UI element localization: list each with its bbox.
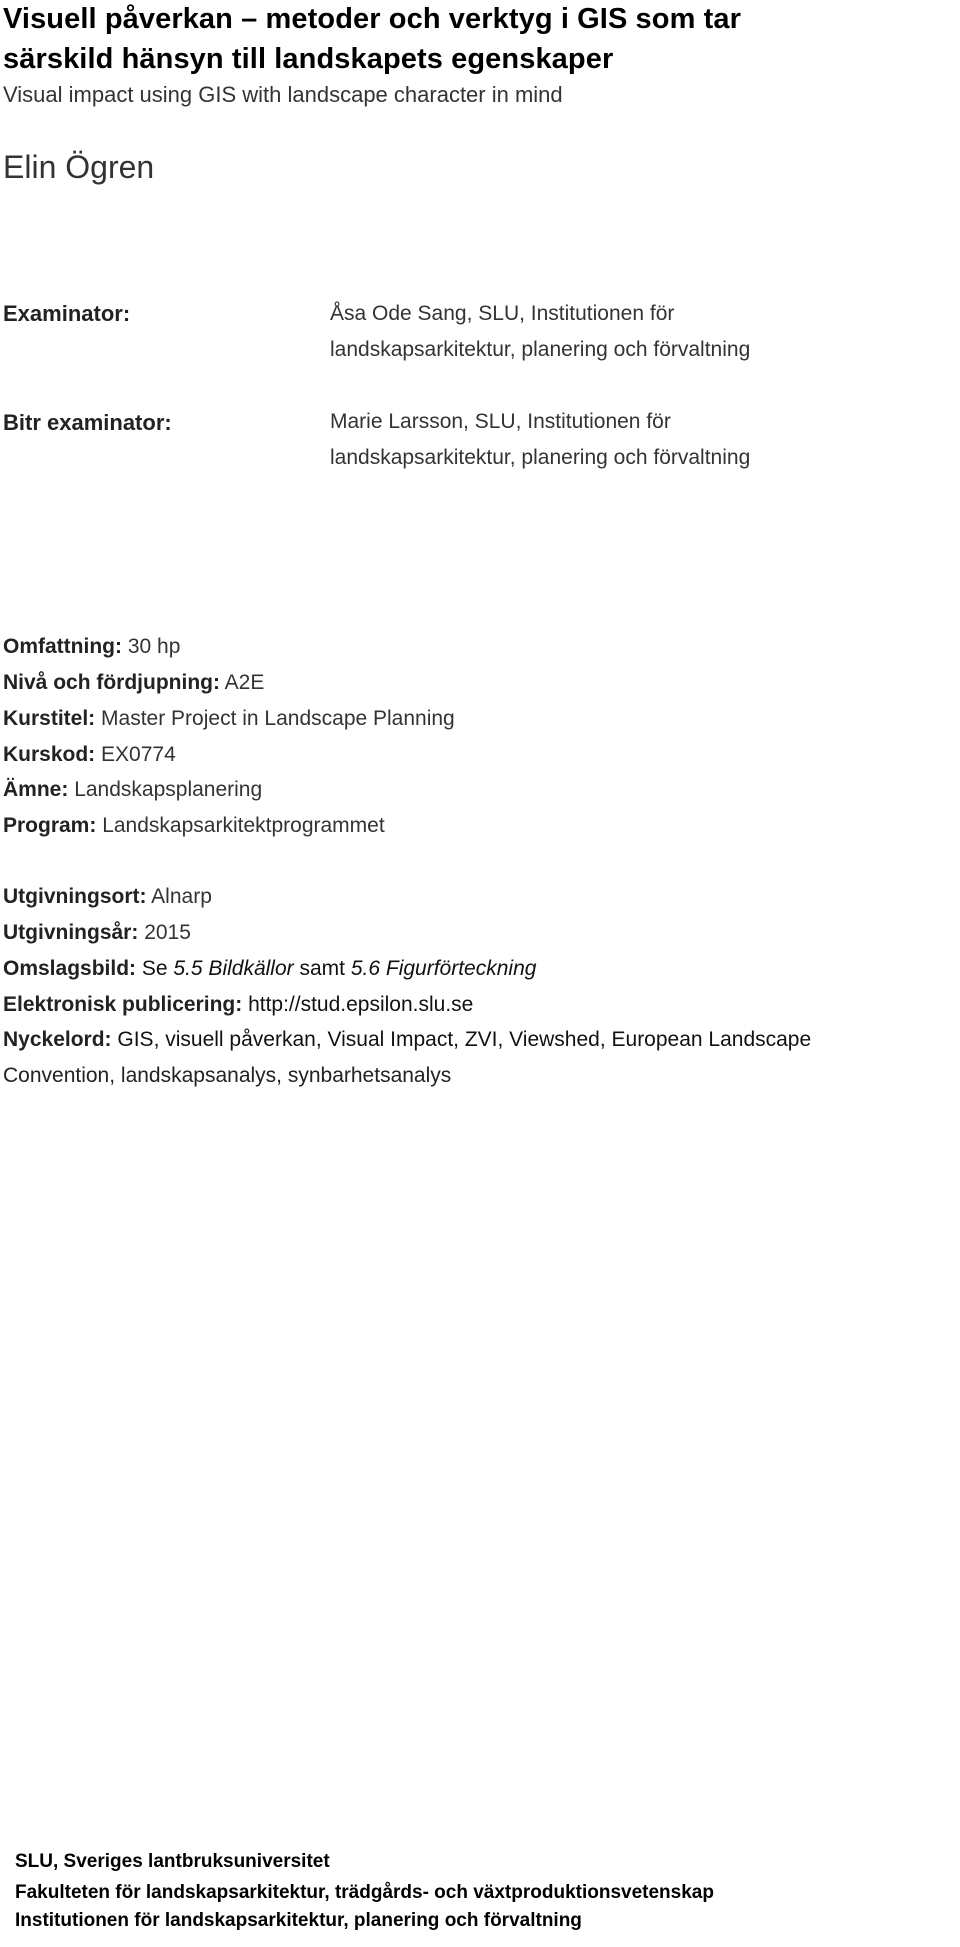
subtitle: Visual impact using GIS with landscape character in mind bbox=[3, 82, 563, 107]
program-value: Landskapsarkitektprogrammet bbox=[102, 814, 385, 837]
niva-value: A2E bbox=[224, 671, 265, 694]
utgivningsar-label: Utgivningsår: bbox=[3, 921, 139, 944]
elektronisk-publicering-row bbox=[3, 990, 473, 1020]
title-line-2: särskild hänsyn till landskapets egenskaper bbox=[3, 43, 614, 75]
assistant-examiner-label: Bitr examinator: bbox=[3, 410, 172, 435]
utgivningsort-label: Utgivningsort: bbox=[3, 885, 147, 908]
program-label: Program: bbox=[3, 814, 97, 837]
elektronisk-publicering-link[interactable]: http://stud.epsilon.slu.se bbox=[248, 993, 474, 1016]
nyckelord-row bbox=[3, 1025, 811, 1055]
program-row bbox=[3, 811, 385, 841]
kurstitel-row bbox=[3, 704, 455, 734]
footer-faculty: Fakulteten för landskapsarkitektur, trädgårds- och växtproduktionsvetenskap bbox=[15, 1882, 714, 1903]
amne-row bbox=[3, 775, 262, 805]
omslagsbild-se: Se bbox=[141, 957, 168, 980]
kurstitel-value: Master Project in Landscape Planning bbox=[101, 707, 455, 730]
elektronisk-publicering-label: Elektronisk publicering: bbox=[3, 993, 243, 1016]
omfattning-row bbox=[3, 632, 180, 662]
nyckelord-values-line-2: Convention, landskapsanalys, synbarhetsanalys bbox=[3, 1064, 452, 1087]
omfattning-label: Omfattning: bbox=[3, 635, 122, 658]
assistant-examiner-affiliation: landskapsarkitektur, planering och förvaltning bbox=[330, 446, 751, 469]
kurstitel-label: Kurstitel: bbox=[3, 707, 96, 730]
assistant-examiner-name: Marie Larsson, SLU, Institutionen för bbox=[330, 410, 671, 433]
omslagsbild-ref-figurforteckning: 5.6 Figurförteckning bbox=[350, 957, 537, 980]
omslagsbild-ref-bildkallor: 5.5 Bildkällor bbox=[173, 957, 294, 980]
nyckelord-label: Nyckelord: bbox=[3, 1028, 112, 1051]
amne-label: Ämne: bbox=[3, 778, 69, 801]
niva-label: Nivå och fördjupning: bbox=[3, 671, 220, 694]
kurskod-value: EX0774 bbox=[101, 743, 176, 766]
niva-row bbox=[3, 668, 264, 698]
examiner-label: Examinator: bbox=[3, 301, 131, 326]
examiner-affiliation: landskapsarkitektur, planering och förvaltning bbox=[330, 338, 751, 361]
omslagsbild-samt: samt bbox=[299, 957, 345, 980]
author: Elin Ögren bbox=[3, 149, 155, 185]
examiner-name: Åsa Ode Sang, SLU, Institutionen för bbox=[330, 302, 675, 325]
footer-university: SLU, Sveriges lantbruksuniversitet bbox=[15, 1851, 330, 1872]
nyckelord-values-line-1: GIS, visuell påverkan, Visual Impact, ZVI, Viewshed, European Landscape bbox=[117, 1028, 812, 1051]
omfattning-value: 30 hp bbox=[127, 635, 181, 658]
kurskod-label: Kurskod: bbox=[3, 743, 96, 766]
utgivningsort-row bbox=[3, 882, 212, 912]
title-line-1: Visuell påverkan – metoder och verktyg i GIS som tar bbox=[3, 3, 742, 35]
omslagsbild-row bbox=[3, 954, 536, 984]
kurskod-row bbox=[3, 740, 176, 770]
omslagsbild-label: Omslagsbild: bbox=[3, 957, 137, 980]
utgivningsar-row bbox=[3, 918, 191, 948]
footer-department: Institutionen för landskapsarkitektur, planering och förvaltning bbox=[15, 1910, 582, 1931]
amne-value: Landskapsplanering bbox=[74, 778, 263, 801]
utgivningsort-value: Alnarp bbox=[151, 885, 212, 908]
utgivningsar-value: 2015 bbox=[144, 921, 191, 944]
